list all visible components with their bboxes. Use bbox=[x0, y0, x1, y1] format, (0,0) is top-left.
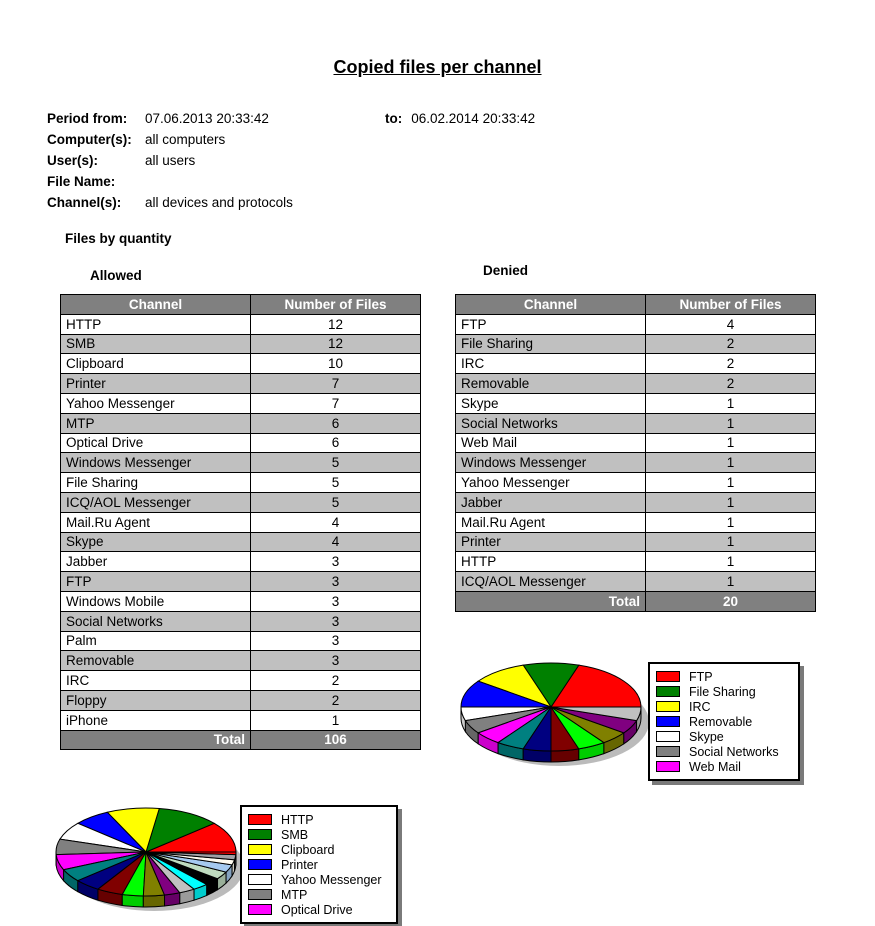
legend-item bbox=[248, 812, 390, 827]
legend-item bbox=[248, 827, 390, 842]
table-header-row bbox=[61, 295, 421, 315]
legend-color-swatch bbox=[656, 731, 680, 742]
file-count-cell: 4 bbox=[646, 314, 816, 334]
column-header-channel: Channel bbox=[61, 295, 251, 315]
channel-cell: SMB bbox=[61, 334, 251, 354]
file-count-cell: 1 bbox=[646, 453, 816, 473]
table-row bbox=[61, 433, 421, 453]
channel-cell: HTTP bbox=[456, 552, 646, 572]
table-row bbox=[456, 572, 816, 592]
table-row bbox=[456, 354, 816, 374]
column-header-channel: Channel bbox=[456, 295, 646, 315]
table-row bbox=[61, 552, 421, 572]
table-row bbox=[456, 433, 816, 453]
channel-cell: Social Networks bbox=[61, 611, 251, 631]
table-row bbox=[61, 611, 421, 631]
file-count-cell: 3 bbox=[251, 631, 421, 651]
denied-legend bbox=[648, 662, 800, 781]
meta-row-period bbox=[47, 108, 535, 129]
channel-cell: Jabber bbox=[456, 492, 646, 512]
allowed-pie-chart bbox=[50, 800, 250, 922]
table-row bbox=[61, 453, 421, 473]
channel-cell: FTP bbox=[61, 572, 251, 592]
legend-label: IRC bbox=[689, 699, 711, 714]
channel-cell: ICQ/AOL Messenger bbox=[456, 572, 646, 592]
file-count-cell: 1 bbox=[251, 710, 421, 730]
legend-label: MTP bbox=[281, 887, 308, 902]
report-meta bbox=[47, 108, 535, 213]
legend-item bbox=[248, 902, 390, 917]
file-count-cell: 3 bbox=[251, 651, 421, 671]
legend-label: Yahoo Messenger bbox=[281, 872, 382, 887]
legend-item bbox=[248, 857, 390, 872]
file-count-cell: 1 bbox=[646, 492, 816, 512]
channels-label: Channel(s): bbox=[47, 195, 122, 210]
legend-item bbox=[248, 872, 390, 887]
channel-cell: Yahoo Messenger bbox=[61, 393, 251, 413]
file-count-cell: 2 bbox=[251, 671, 421, 691]
file-count-cell: 2 bbox=[646, 374, 816, 394]
legend-label: Printer bbox=[281, 857, 318, 872]
table-row bbox=[61, 591, 421, 611]
table-row bbox=[61, 710, 421, 730]
computers-value: all computers bbox=[145, 132, 226, 147]
legend-label: Removable bbox=[689, 714, 753, 729]
file-count-cell: 12 bbox=[251, 334, 421, 354]
file-count-cell: 4 bbox=[251, 532, 421, 552]
pie-slice-side bbox=[143, 895, 164, 907]
legend-color-swatch bbox=[656, 686, 680, 697]
users-label: User(s): bbox=[47, 153, 99, 168]
file-count-cell: 12 bbox=[251, 314, 421, 334]
channel-cell: Windows Mobile bbox=[61, 591, 251, 611]
channel-cell: Social Networks bbox=[456, 413, 646, 433]
period-to-label: to: bbox=[385, 111, 403, 126]
table-row bbox=[61, 374, 421, 394]
section-heading-files-by-quantity: Files by quantity bbox=[65, 231, 172, 246]
table-row bbox=[456, 473, 816, 493]
channel-cell: Floppy bbox=[61, 690, 251, 710]
channel-cell: ICQ/AOL Messenger bbox=[61, 492, 251, 512]
legend-label: HTTP bbox=[281, 812, 314, 827]
computers-label: Computer(s): bbox=[47, 132, 132, 147]
table-row bbox=[61, 473, 421, 493]
legend-item bbox=[656, 684, 792, 699]
table-row bbox=[61, 492, 421, 512]
meta-row-channels bbox=[47, 192, 535, 213]
table-row bbox=[61, 651, 421, 671]
table-row bbox=[456, 374, 816, 394]
legend-color-swatch bbox=[248, 844, 272, 855]
file-count-cell: 3 bbox=[251, 611, 421, 631]
channel-cell: IRC bbox=[61, 671, 251, 691]
meta-row-file-name bbox=[47, 171, 535, 192]
file-count-cell: 3 bbox=[251, 591, 421, 611]
allowed-table-heading: Allowed bbox=[90, 268, 142, 283]
table-row bbox=[61, 572, 421, 592]
total-value: 106 bbox=[251, 730, 421, 750]
channel-cell: MTP bbox=[61, 413, 251, 433]
channel-cell: File Sharing bbox=[61, 473, 251, 493]
denied-pie-chart bbox=[455, 655, 655, 777]
channel-cell: Clipboard bbox=[61, 354, 251, 374]
file-count-cell: 1 bbox=[646, 393, 816, 413]
file-count-cell: 3 bbox=[251, 572, 421, 592]
legend-item bbox=[248, 887, 390, 902]
table-total-row bbox=[456, 591, 816, 611]
period-to-value: 06.02.2014 20:33:42 bbox=[411, 111, 536, 126]
table-header-row bbox=[456, 295, 816, 315]
legend-label: Clipboard bbox=[281, 842, 335, 857]
file-count-cell: 1 bbox=[646, 473, 816, 493]
file-count-cell: 3 bbox=[251, 552, 421, 572]
channel-cell: FTP bbox=[456, 314, 646, 334]
period-from-value: 07.06.2013 20:33:42 bbox=[145, 111, 269, 126]
table-row bbox=[456, 532, 816, 552]
legend-label: Optical Drive bbox=[281, 902, 353, 917]
channel-cell: Windows Messenger bbox=[456, 453, 646, 473]
table-row bbox=[61, 314, 421, 334]
file-count-cell: 6 bbox=[251, 433, 421, 453]
period-from-label: Period from: bbox=[47, 111, 128, 126]
channels-value: all devices and protocols bbox=[145, 195, 293, 210]
legend-item bbox=[656, 729, 792, 744]
channel-cell: Printer bbox=[61, 374, 251, 394]
channel-cell: File Sharing bbox=[456, 334, 646, 354]
channel-cell: iPhone bbox=[61, 710, 251, 730]
legend-item bbox=[656, 669, 792, 684]
file-name-label: File Name: bbox=[47, 174, 116, 189]
table-row bbox=[456, 552, 816, 572]
table-row bbox=[61, 631, 421, 651]
legend-color-swatch bbox=[248, 874, 272, 885]
table-row bbox=[61, 532, 421, 552]
table-row bbox=[456, 492, 816, 512]
legend-item bbox=[656, 699, 792, 714]
column-header-number-of-files: Number of Files bbox=[646, 295, 816, 315]
file-count-cell: 2 bbox=[646, 334, 816, 354]
table-row bbox=[61, 393, 421, 413]
legend-label: File Sharing bbox=[689, 684, 756, 699]
channel-cell: Palm bbox=[61, 631, 251, 651]
channel-cell: Skype bbox=[61, 532, 251, 552]
total-value: 20 bbox=[646, 591, 816, 611]
channel-cell: IRC bbox=[456, 354, 646, 374]
legend-label: SMB bbox=[281, 827, 309, 842]
file-count-cell: 1 bbox=[646, 572, 816, 592]
table-row bbox=[61, 671, 421, 691]
file-count-cell: 5 bbox=[251, 492, 421, 512]
table-row bbox=[61, 354, 421, 374]
meta-row-computers bbox=[47, 129, 535, 150]
table-row bbox=[61, 413, 421, 433]
channel-cell: Removable bbox=[61, 651, 251, 671]
table-row bbox=[61, 690, 421, 710]
table-row bbox=[456, 314, 816, 334]
denied-files-table bbox=[455, 294, 816, 612]
file-count-cell: 2 bbox=[251, 690, 421, 710]
legend-color-swatch bbox=[248, 829, 272, 840]
table-row bbox=[456, 413, 816, 433]
file-count-cell: 4 bbox=[251, 512, 421, 532]
channel-cell: Mail.Ru Agent bbox=[61, 512, 251, 532]
channel-cell: Mail.Ru Agent bbox=[456, 512, 646, 532]
legend-label: Skype bbox=[689, 729, 724, 744]
table-row bbox=[456, 453, 816, 473]
total-label: Total bbox=[456, 591, 646, 611]
users-value: all users bbox=[145, 153, 196, 168]
table-row bbox=[456, 512, 816, 532]
allowed-files-table bbox=[60, 294, 421, 750]
legend-color-swatch bbox=[656, 761, 680, 772]
legend-color-swatch bbox=[248, 814, 272, 825]
channel-cell: Web Mail bbox=[456, 433, 646, 453]
table-row bbox=[456, 334, 816, 354]
file-count-cell: 7 bbox=[251, 393, 421, 413]
channel-cell: HTTP bbox=[61, 314, 251, 334]
table-row bbox=[61, 512, 421, 532]
legend-color-swatch bbox=[656, 671, 680, 682]
column-header-number-of-files: Number of Files bbox=[251, 295, 421, 315]
table-row bbox=[456, 393, 816, 413]
legend-item bbox=[656, 759, 792, 774]
denied-table-heading: Denied bbox=[483, 263, 529, 278]
file-count-cell: 1 bbox=[646, 433, 816, 453]
channel-cell: Optical Drive bbox=[61, 433, 251, 453]
file-count-cell: 10 bbox=[251, 354, 421, 374]
channel-cell: Yahoo Messenger bbox=[456, 473, 646, 493]
channel-cell: Printer bbox=[456, 532, 646, 552]
legend-item bbox=[656, 744, 792, 759]
page-title: Copied files per channel bbox=[333, 57, 542, 77]
meta-row-users bbox=[47, 150, 535, 171]
legend-item bbox=[656, 714, 792, 729]
legend-color-swatch bbox=[248, 859, 272, 870]
legend-label: Web Mail bbox=[689, 759, 741, 774]
file-count-cell: 2 bbox=[646, 354, 816, 374]
file-count-cell: 1 bbox=[646, 552, 816, 572]
legend-color-swatch bbox=[248, 889, 272, 900]
allowed-legend bbox=[240, 805, 398, 924]
channel-cell: Skype bbox=[456, 393, 646, 413]
legend-label: FTP bbox=[689, 669, 713, 684]
legend-color-swatch bbox=[656, 746, 680, 757]
channel-cell: Windows Messenger bbox=[61, 453, 251, 473]
file-count-cell: 7 bbox=[251, 374, 421, 394]
table-row bbox=[61, 334, 421, 354]
legend-color-swatch bbox=[656, 716, 680, 727]
table-total-row bbox=[61, 730, 421, 750]
legend-color-swatch bbox=[656, 701, 680, 712]
file-count-cell: 1 bbox=[646, 512, 816, 532]
channel-cell: Jabber bbox=[61, 552, 251, 572]
legend-item bbox=[248, 842, 390, 857]
file-count-cell: 1 bbox=[646, 532, 816, 552]
channel-cell: Removable bbox=[456, 374, 646, 394]
file-count-cell: 6 bbox=[251, 413, 421, 433]
legend-color-swatch bbox=[248, 904, 272, 915]
total-label: Total bbox=[61, 730, 251, 750]
legend-label: Social Networks bbox=[689, 744, 779, 759]
file-count-cell: 5 bbox=[251, 473, 421, 493]
file-count-cell: 5 bbox=[251, 453, 421, 473]
file-count-cell: 1 bbox=[646, 413, 816, 433]
